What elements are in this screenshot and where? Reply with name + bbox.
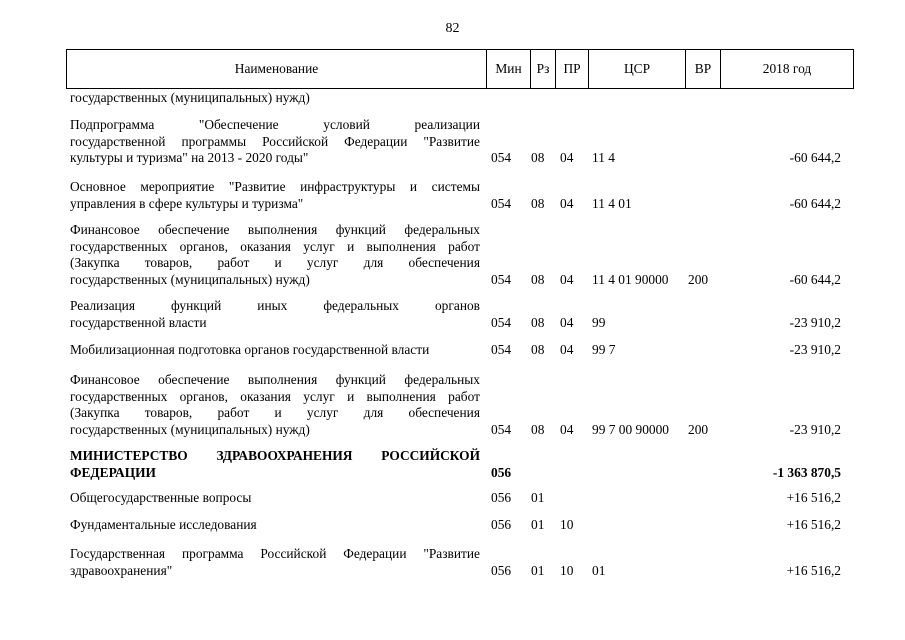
row-name-line: Общегосударственные вопросы — [70, 490, 252, 505]
row-min: 056 — [491, 490, 512, 505]
row-amount: -60 644,2 — [789, 150, 841, 165]
row-rz: 01 — [531, 490, 545, 505]
row-amount: -1 363 870,5 — [772, 464, 841, 480]
row-rz: 01 — [531, 562, 545, 578]
row-rz: 01 — [531, 517, 545, 532]
row-vr: 200 — [688, 421, 709, 437]
row-min: 054 — [491, 342, 512, 357]
header-vr: ВР — [685, 50, 720, 88]
row-csr: 11 4 — [592, 150, 615, 165]
row-csr: 11 4 01 — [592, 195, 632, 211]
header-min: Мин — [486, 50, 530, 88]
row-rz: 08 — [531, 421, 545, 437]
row-name-line: государственных органов, оказания услуг и выполнения работ — [70, 388, 480, 404]
row-rz: 08 — [531, 150, 545, 165]
row-min: 054 — [491, 271, 512, 287]
row-name-line: государственных (муниципальных) нужд) — [70, 421, 310, 437]
row-amount: -23 910,2 — [789, 314, 841, 330]
row-pr: 04 — [560, 342, 574, 357]
row-amount: -23 910,2 — [789, 342, 841, 357]
row-rz: 08 — [531, 195, 545, 211]
row-min: 056 — [491, 517, 512, 532]
row-pr: 04 — [560, 150, 574, 165]
row-rz: 08 — [531, 314, 545, 330]
row-amount: +16 516,2 — [786, 562, 841, 578]
row-amount: +16 516,2 — [786, 517, 841, 532]
table-header — [66, 49, 854, 89]
row-name-line: здравоохранения" — [70, 562, 173, 578]
row-name-line: Финансовое обеспечение выполнения функций федеральных — [70, 372, 480, 387]
row-min: 054 — [491, 314, 512, 330]
row-pr: 04 — [560, 421, 574, 437]
row-name-line: Мобилизационная подготовка органов государственной власти — [70, 342, 430, 357]
row-name-line: (Закупка товаров, работ и услуг для обеспечения — [70, 405, 480, 420]
row-min: 054 — [491, 150, 512, 165]
header-csr: ЦСР — [588, 50, 685, 88]
row-rz: 08 — [531, 271, 545, 287]
row-name-line: Государственная программа Российской Федерации "Развитие — [70, 546, 480, 561]
row-min: 054 — [491, 421, 512, 437]
header-name: Наименование — [234, 61, 319, 76]
row-name-line: Реализация функций иных федеральных органов — [70, 298, 480, 313]
row-name-line: культуры и туризма" на 2013 - 2020 годы" — [70, 150, 309, 165]
row-pr: 04 — [560, 314, 574, 330]
row-pr: 04 — [560, 195, 574, 211]
row-amount: -60 644,2 — [789, 195, 841, 211]
row-pr: 10 — [560, 517, 574, 532]
row-pr: 10 — [560, 562, 574, 578]
row-csr: 99 7 — [592, 342, 616, 357]
row-pr: 04 — [560, 271, 574, 287]
row-name-line: Основное мероприятие "Развитие инфраструктуры и системы — [70, 179, 480, 194]
row-name-line: Фундаментальные исследования — [70, 517, 257, 532]
row-rz: 08 — [531, 342, 545, 357]
row-name-line: государственных (муниципальных) нужд) — [70, 271, 310, 287]
row-csr: 99 — [592, 314, 606, 330]
row-name-line: ФЕДЕРАЦИИ — [70, 464, 156, 480]
row-name-line: государственных органов, оказания услуг и выполнения работ — [70, 238, 480, 254]
page-number: 82 — [445, 21, 460, 36]
row-name-line: управления в сфере культуры и туризма" — [70, 195, 304, 211]
row-name-line: Финансовое обеспечение выполнения функций федеральных — [70, 222, 480, 237]
header-year: 2018 год — [720, 50, 853, 88]
row-amount: -60 644,2 — [789, 271, 841, 287]
row-csr: 01 — [592, 562, 606, 578]
row-min: 056 — [491, 562, 512, 578]
row-name-line: (Закупка товаров, работ и услуг для обеспечения — [70, 255, 480, 270]
row-csr: 11 4 01 90000 — [592, 271, 669, 287]
header-pr: ПР — [555, 50, 588, 88]
row-min: 054 — [491, 195, 512, 211]
row-name-line: государственной программы Российской Федерации "Развитие — [70, 133, 480, 149]
row-name-line: МИНИСТЕРСТВО ЗДРАВООХРАНЕНИЯ РОССИЙСКОЙ — [70, 448, 480, 463]
row-vr: 200 — [688, 271, 709, 287]
row-amount: -23 910,2 — [789, 421, 841, 437]
row-name-line: государственной власти — [70, 314, 207, 330]
row-csr: 99 7 00 90000 — [592, 421, 669, 437]
header-rz: Рз — [530, 50, 555, 88]
row-amount: +16 516,2 — [786, 490, 841, 505]
continuation-text: государственных (муниципальных) нужд) — [70, 90, 310, 105]
row-name-line: Подпрограмма "Обеспечение условий реализации — [70, 117, 480, 132]
row-min: 056 — [491, 464, 512, 480]
